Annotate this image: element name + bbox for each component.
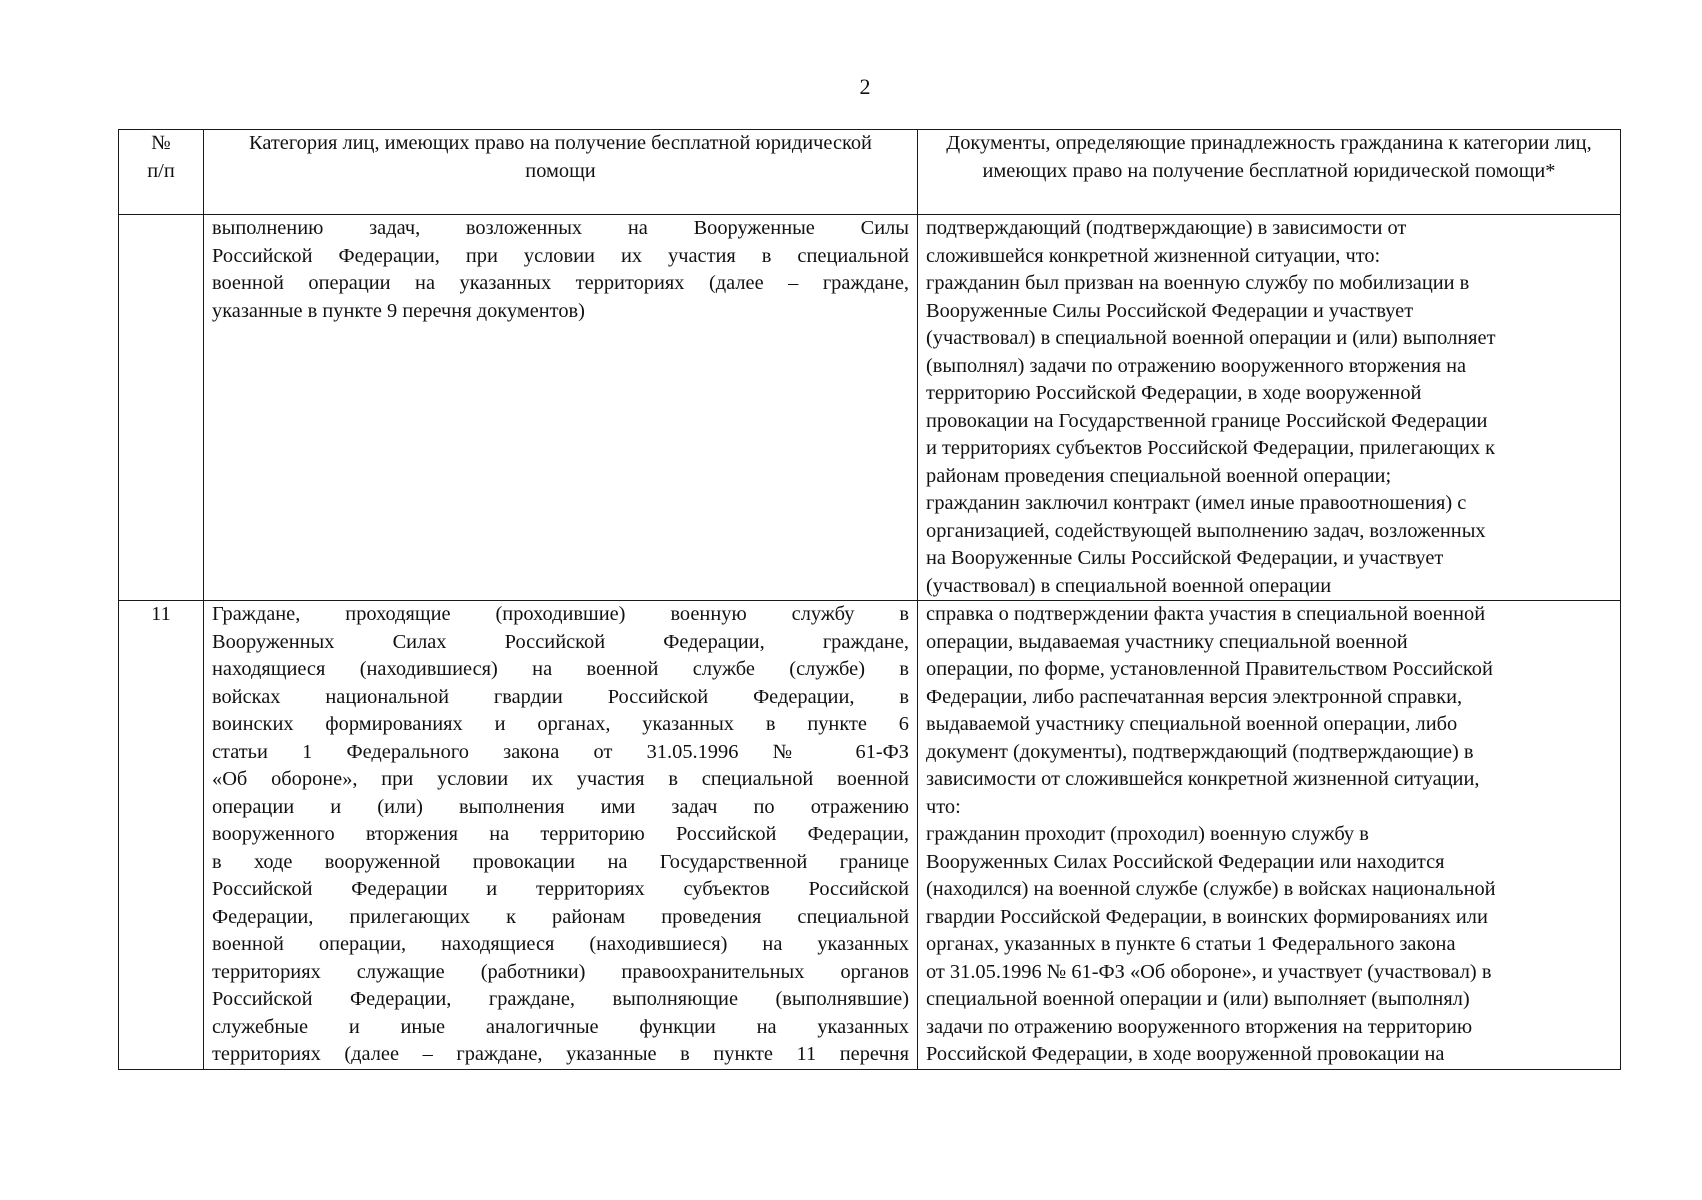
category-line: вооруженного вторжения на территорию Российской Федерации, xyxy=(212,823,909,845)
documents-line: (участвовал) в специальной военной операции и (или) выполняет xyxy=(926,327,1496,349)
category-line: служебные и иные аналогичные функции на указанных xyxy=(212,1015,909,1038)
documents-line: Вооруженные Силы Российской Федерации и участвует xyxy=(926,299,1414,322)
category-line: находящиеся (находившиеся) на военной службе (службе) в xyxy=(212,658,909,680)
category-line: территориях (далее – граждане, указанные в пункте 11 перечня xyxy=(212,1043,909,1065)
category-line: Федерации, прилегающих к районам проведения специальной xyxy=(212,905,909,928)
documents-line: районам проведения специальной военной операции; xyxy=(926,464,1392,487)
documents-line: провокации на Государственной границе Российской Федерации xyxy=(926,409,1488,432)
category-line: войсках национальной гвардии Российской Федерации, в xyxy=(212,685,909,708)
documents-line: гражданин был призван на военную службу по мобилизации в xyxy=(926,272,1470,294)
documents-line: Вооруженных Силах Российской Федерации или находится xyxy=(926,850,1445,873)
documents-line: гражданин заключил контракт (имел иные правоотношения) с xyxy=(926,492,1467,514)
documents-line: организацией, содействующей выполнению задач, возложенных xyxy=(926,519,1486,542)
documents-line: сложившейся конкретной жизненной ситуации, что: xyxy=(926,244,1381,267)
page-number: 2 xyxy=(859,74,871,99)
documents-line: гвардии Российской Федерации, в воинских формированиях или xyxy=(926,905,1488,928)
documents-line: (участвовал) в специальной военной операции xyxy=(926,574,1332,597)
documents-line: от 31.05.1996 № 61-ФЗ «Об обороне», и участвует (участвовал) в xyxy=(926,960,1492,983)
documents-line: что: xyxy=(926,795,961,818)
category-line: операции и (или) выполнения ими задач по отражению xyxy=(212,795,909,818)
category-line: в ходе вооруженной провокации на Государственной границе xyxy=(212,850,909,873)
documents-line: выдаваемой участнику специальной военной операции, либо xyxy=(926,713,1458,735)
documents-line: (выполнял) задачи по отражению вооруженного вторжения на xyxy=(926,354,1467,377)
category-line: территориях служащие (работники) правоохранительных органов xyxy=(212,960,909,983)
documents-line: на Вооруженные Силы Российской Федерации, и участвует xyxy=(926,547,1444,569)
documents-line: документ (документы), подтверждающий (подтверждающие) в xyxy=(926,740,1474,763)
category-line: Российской Федерации, при условии их участия в специальной xyxy=(212,244,909,267)
legal-aid-table xyxy=(118,129,1621,1070)
documents-line: операции, выдаваемая участнику специальной военной xyxy=(926,630,1408,653)
category-line: Российской Федерации и территориях субъектов Российской xyxy=(212,878,909,900)
category-line: Граждане, проходящие (проходившие) военную службу в xyxy=(212,603,909,625)
header-number xyxy=(119,130,204,215)
documents-line: Федерации, либо распечатанная версия электронной справки, xyxy=(926,685,1463,708)
table-row xyxy=(119,215,1621,601)
category-cell xyxy=(204,601,918,1070)
documents-line: справка о подтверждении факта участия в специальной военной xyxy=(926,603,1486,625)
category-line: статьи 1 Федерального закона от 31.05.1996 № 61-ФЗ xyxy=(212,740,909,763)
header-documents xyxy=(918,130,1621,215)
documents-line: подтверждающий (подтверждающие) в зависимости от xyxy=(926,217,1407,239)
documents-cell xyxy=(918,601,1621,1070)
table-header-row xyxy=(119,130,1621,215)
header-documents-text: Документы, определяющие принадлежность гражданина к категории лиц, имеющих право на получение бесплатной юридической помощи* xyxy=(946,132,1592,182)
documents-line: задачи по отражению вооруженного вторжения на территорию xyxy=(926,1015,1473,1038)
documents-line: специальной военной операции и (или) выполняет (выполнял) xyxy=(926,988,1470,1010)
header-category-text: Категория лиц, имеющих право на получение бесплатной юридической помощи xyxy=(249,132,872,182)
table-row xyxy=(119,601,1621,1070)
documents-line: органах, указанных в пункте 6 статьи 1 Федерального закона xyxy=(926,933,1456,955)
category-line: «Об обороне», при условии их участия в специальной военной xyxy=(212,768,909,790)
category-line: указанные в пункте 9 перечня документов) xyxy=(212,299,585,322)
documents-line: (находился) на военной службе (службе) в войсках национальной xyxy=(926,878,1496,900)
row-number-cell xyxy=(119,215,204,601)
documents-cell xyxy=(918,215,1621,601)
documents-line: и территориях субъектов Российской Федерации, прилегающих к xyxy=(926,437,1496,459)
documents-line: территорию Российской Федерации, в ходе вооруженной xyxy=(926,382,1422,404)
category-line: Вооруженных Силах Российской Федерации, граждане, xyxy=(212,630,909,653)
category-line: военной операции, находящиеся (находившиеся) на указанных xyxy=(212,933,909,955)
row-number-cell: 11 xyxy=(119,601,204,1070)
header-category xyxy=(204,130,918,215)
category-line: Российской Федерации, граждане, выполняющие (выполнявшие) xyxy=(212,988,909,1010)
documents-line: зависимости от сложившейся конкретной жизненной ситуации, xyxy=(926,768,1480,790)
header-number-text: № п/п xyxy=(147,132,175,182)
category-cell xyxy=(204,215,918,601)
category-line: выполнению задач, возложенных на Вооруженные Силы xyxy=(212,217,909,239)
category-line: воинских формированиях и органах, указанных в пункте 6 xyxy=(212,713,909,735)
documents-line: гражданин проходит (проходил) военную службу в xyxy=(926,823,1369,845)
documents-line: операции, по форме, установленной Правительством Российской xyxy=(926,658,1493,680)
category-line: военной операции на указанных территориях (далее – граждане, xyxy=(212,272,909,294)
documents-line: Российской Федерации, в ходе вооруженной провокации на xyxy=(926,1043,1445,1065)
